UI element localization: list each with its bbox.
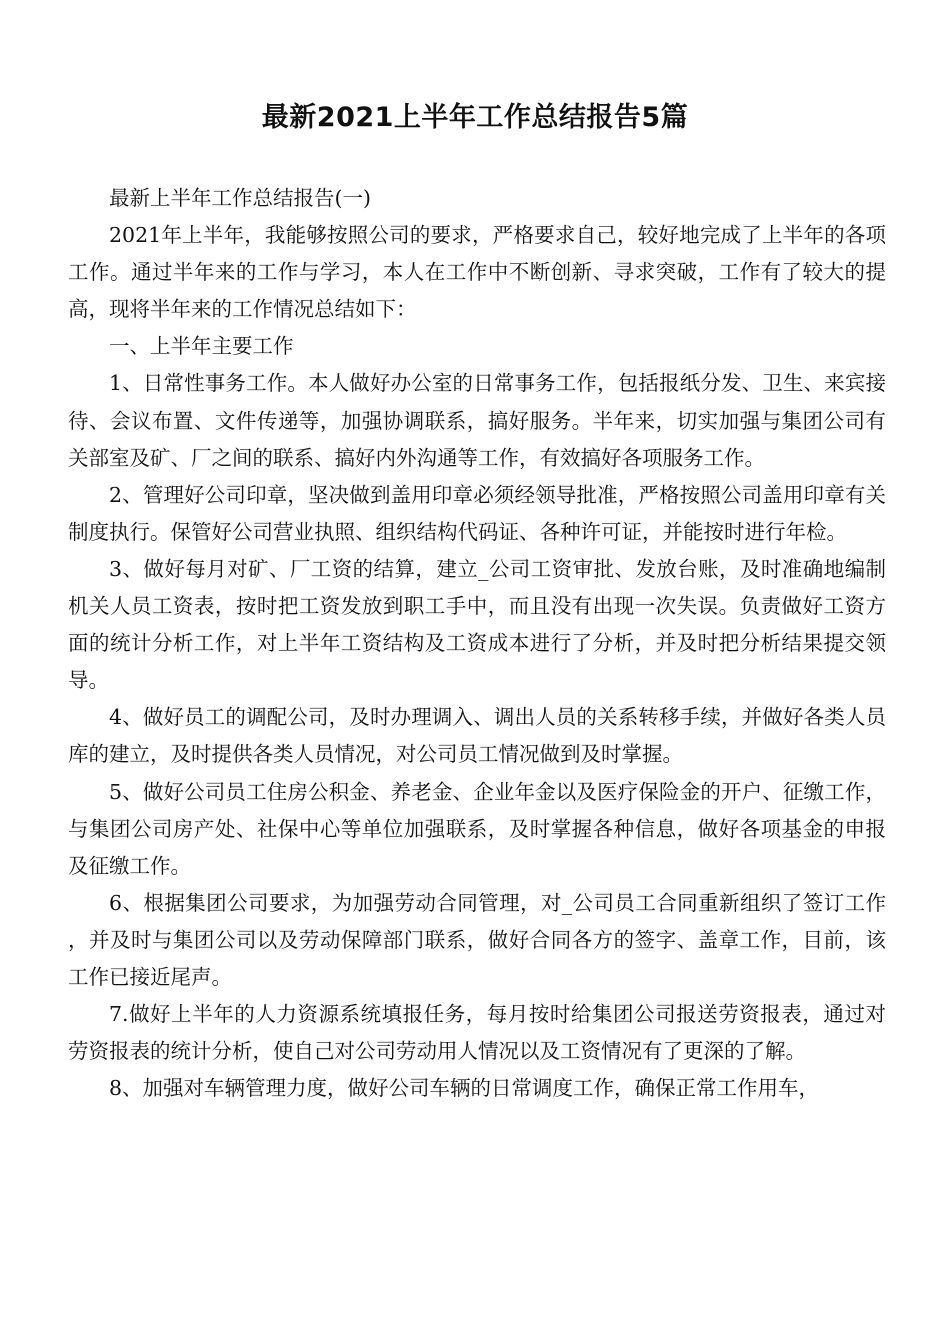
section-heading-main-work: 一、上半年主要工作 [109, 334, 294, 359]
paragraph-intro: 2021年上半年，我能够按照公司的要求，严格要求自己，较好地完成了上半年的各项工作。通过半年来的工作与学习，本人在工作中不断创新、寻求突破，工作有了较大的提高，现将半年来的工作情况总结如下： [68, 223, 886, 322]
paragraph-item-4: 4、做好员工的调配公司，及时办理调入、调出人员的关系转移手续，并做好各类人员库的建立，及时提供各类人员情况，对公司员工情况做到及时掌握。 [68, 705, 886, 767]
paragraph-item-8: 8、加强对车辆管理力度，做好公司车辆的日常调度工作，确保正常工作用车， [109, 1076, 820, 1101]
section-heading-report-one: 最新上半年工作总结报告(一) [109, 186, 371, 210]
paragraph-item-7: 7.做好上半年的人力资源系统填报任务，每月按时给集团公司报送劳资报表，通过对劳资报表的统计分析，使自己对公司劳动用人情况以及工资情况有了更深的了解。 [68, 1002, 886, 1064]
paragraph-item-1: 1、日常性事务工作。本人做好办公室的日常事务工作，包括报纸分发、卫生、来宾接待、会议布置、文件传递等，加强协调联系，搞好服务。半年来，切实加强与集团公司有关部室及矿、厂之间的联系、搞好内外沟通等工作，有效搞好各项服务工作。 [68, 371, 886, 470]
document-title: 最新2021上半年工作总结报告5篇 [261, 102, 689, 133]
document-body [68, 180, 886, 1107]
paragraph-item-5: 5、做好公司员工住房公积金、养老金、企业年金以及医疗保险金的开户、征缴工作，与集团公司房产处、社保中心等单位加强联系，及时掌握各种信息，做好各项基金的申报及征缴工作。 [68, 779, 886, 878]
paragraph-item-3: 3、做好每月对矿、厂工资的结算，建立_公司工资审批、发放台账，及时准确地编制机关人员工资表，按时把工资发放到职工手中，而且没有出现一次失误。负责做好工资方面的统计分析工作，对上半年工资结构及工资成本进行了分析，并及时把分析结果提交领导。 [68, 556, 886, 693]
paragraph-item-2: 2、管理好公司印章，坚决做到盖用印章必须经领导批准，严格按照公司盖用印章有关制度执行。保管好公司营业执照、组织结构代码证、各种许可证，并能按时进行年检。 [68, 482, 886, 544]
paragraph-item-6: 6、根据集团公司要求，为加强劳动合同管理，对_公司员工合同重新组织了签订工作，并及时与集团公司以及劳动保障部门联系，做好合同各方的签字、盖章工作，目前，该工作已接近尾声。 [68, 890, 886, 989]
